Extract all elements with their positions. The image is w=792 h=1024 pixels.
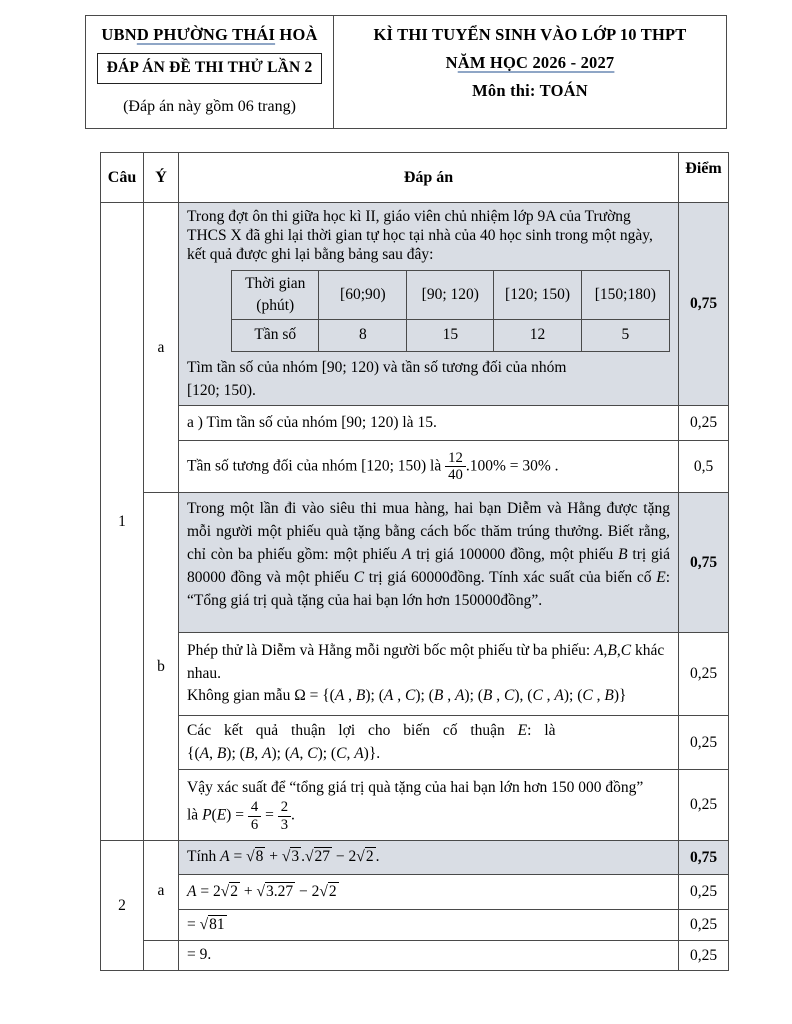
q1a-statement-score: 0,75: [679, 203, 729, 406]
freq-cell: 15: [407, 320, 494, 352]
q1a-step1-text: a ) Tìm tần số của nhóm [90; 120) là 15.: [179, 406, 679, 441]
q1a-step2-score: 0,5: [679, 441, 729, 493]
q2a-statement-text: Tính A = √8 + √3 .√27 − 2√2 .: [179, 841, 679, 875]
q1b-step2-score: 0,25: [679, 716, 729, 770]
answer-table: [100, 152, 729, 971]
freq-cell: 12: [494, 320, 581, 352]
bin-cell: [120; 150): [494, 271, 581, 320]
q2a-step3-score: 0,25: [679, 941, 729, 971]
freq-label-cell: Tần số: [232, 320, 319, 352]
bin-cell: [90; 120): [407, 271, 494, 320]
frequency-table-bins-row: [232, 271, 670, 320]
q1a-statement-cell: [179, 203, 679, 406]
column-header-cau: Câu: [101, 153, 144, 203]
question-number-2: 2: [101, 841, 144, 971]
column-header-diem: Điểm: [679, 153, 729, 203]
q1a-step1-score: 0,25: [679, 406, 729, 441]
q2a-statement-row: [101, 841, 729, 875]
question-number-1: 1: [101, 203, 144, 841]
answer-key-title-box: ĐÁP ÁN ĐỀ THI THỬ LẦN 2: [97, 53, 323, 84]
organization-name: UBND PHƯỜNG THÁI HOÀ: [101, 25, 318, 44]
q1b-step2-line1: Các kết quả thuận lợi cho biến cố thuận E: là: [187, 722, 556, 740]
freq-cell: 5: [581, 320, 669, 352]
bin-cell: [150;180): [581, 271, 669, 320]
header-left-cell: [86, 16, 334, 128]
subject-line: Môn thi: TOÁN: [472, 81, 588, 100]
q1a-statement-question: Tìm tần số của nhóm [90; 120) và tần số tương đối của nhóm [120; 150).: [187, 359, 567, 399]
q1b-step-row: [101, 770, 729, 841]
q2a-step3-text: = 9.: [179, 941, 679, 971]
part-label-q1a: a: [144, 203, 179, 493]
q2a-step-row: [101, 910, 729, 941]
q1a-statement-intro: Trong đợt ôn thi giữa học kì II, giáo viên chủ nhiệm lớp 9A của Trường THCS X đã ghi lại thời gian tự học tại nhà của 40 học sinh trong một ngày, kết quả được ghi lại bằng bảng sau đây:: [187, 208, 653, 263]
q1a-step-row: [101, 406, 729, 441]
q1b-statement-row: [101, 493, 729, 633]
exam-title: KÌ THI TUYỂN SINH VÀO LỚP 10 THPT: [373, 25, 687, 44]
q1b-step3-score: 0,25: [679, 770, 729, 841]
q1b-statement-score: 0,75: [679, 493, 729, 633]
document-header: [85, 15, 727, 129]
bin-cell: [60;90): [319, 271, 407, 320]
frequency-table-freqs-row: [232, 320, 670, 352]
q2a-step1-text: A = 2√2 + √3.27 − 2√2: [179, 875, 679, 910]
q1b-step2-line2: {(A, B); (B, A); (A, C); (C, A)}.: [187, 744, 381, 762]
school-year: NĂM HỌC 2026 - 2027: [445, 53, 615, 72]
part-label-empty: [144, 941, 179, 971]
q2a-step2-score: 0,25: [679, 910, 729, 941]
column-header-y: Ý: [144, 153, 179, 203]
freq-cell: 8: [319, 320, 407, 352]
time-label-cell: Thời gian (phút): [232, 271, 319, 320]
q1a-step2-text: Tần số tương đối của nhóm [120; 150) là $\frac{12}{40}$ .100% = 30% .: [179, 441, 679, 493]
part-label-q2a: a: [144, 841, 179, 941]
q1b-step2-cell: [179, 716, 679, 770]
q1b-step-row: [101, 633, 729, 716]
q2a-step-row: [101, 941, 729, 971]
q2a-statement-score: 0,75: [679, 841, 729, 875]
q1a-step-row: [101, 441, 729, 493]
q2a-step-row: [101, 875, 729, 910]
part-label-q1b: b: [144, 493, 179, 841]
q1b-step-row: [101, 716, 729, 770]
q1b-statement-text: Trong một lần đi vào siêu thi mua hàng, hai bạn Diễm và Hằng được tặng mỗi người một phiếu quà tặng bằng cách bốc thăm trúng thưởng. Biết rằng, chỉ còn ba phiếu gồm: một phiếu A trị giá 100000 đồng, một phiếu B trị giá 80000 đồng và một phiếu C trị giá 60000đồng. Tính xác suất của biến cố E: “Tổng giá trị quà tặng của hai bạn lớn hơn 150000đồng”.: [187, 500, 670, 609]
q2a-step2-text: = √81: [179, 910, 679, 941]
q1b-step1-cell: [179, 633, 679, 716]
q1b-step3-text: Vậy xác suất để “tổng giá trị quà tặng của hai bạn lớn hơn 150 000 đồng” là P(E) = $\frac{4}{6}$ = $\frac{2}{3}$ .: [179, 770, 679, 841]
q1a-statement-row: [101, 203, 729, 406]
header-row: [101, 153, 729, 203]
q1b-step1-line2: Không gian mẫu Ω = {(A , B); (A , C); (B , A); (B , C), (C , A); (C , B)}: [187, 687, 627, 705]
q1b-step1-score: 0,25: [679, 633, 729, 716]
column-header-dapan: Đáp án: [179, 153, 679, 203]
q1b-statement-cell: [179, 493, 679, 633]
frequency-table: [231, 270, 670, 352]
header-right-cell: [334, 16, 726, 128]
q1b-step1-line1: Phép thử là Diễm và Hằng mỗi người bốc một phiếu từ ba phiếu: A,B,C khác nhau.: [187, 642, 665, 682]
q2a-step1-score: 0,25: [679, 875, 729, 910]
pages-note: (Đáp án này gồm 06 trang): [123, 98, 296, 115]
